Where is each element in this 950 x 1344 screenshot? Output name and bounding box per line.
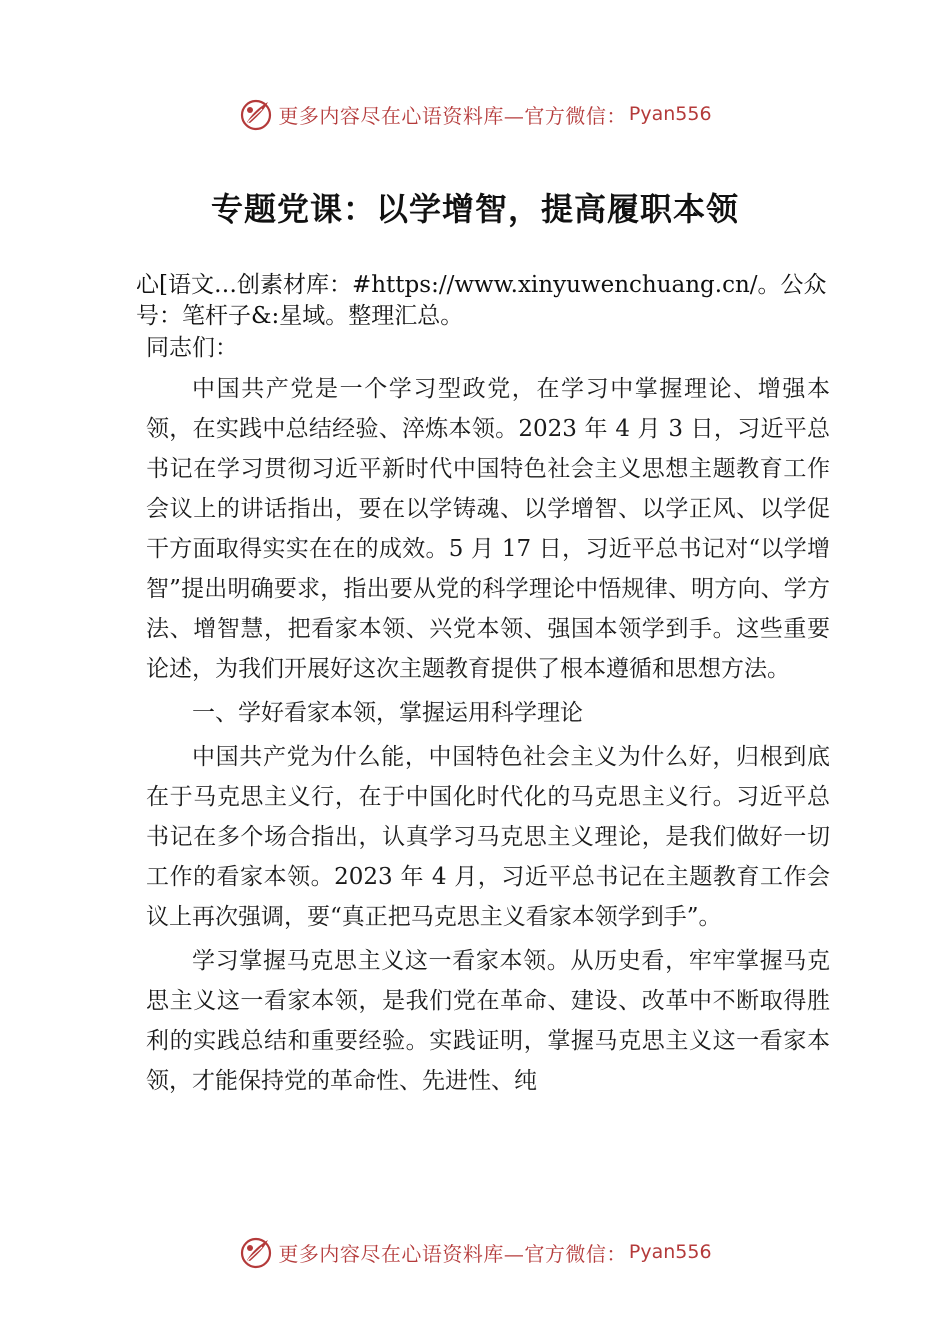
document-body (146, 369, 830, 1105)
greeting: 同志们： (146, 335, 238, 361)
banner-text: 更多内容尽在心语资料库—官方微信： (278, 1241, 627, 1266)
banner-text: 更多内容尽在心语资料库—官方微信： (278, 103, 627, 128)
paragraph: 中国共产党为什么能，中国特色社会主义为什么好，归根到底在于马克思主义行，在于中国化时代化的马克思主义行。习近平总书记在多个场合指出，认真学习马克思主义理论，是我们做好一切工作的看家本领。2023 年 4 月，习近平总书记在主题教育工作会议上再次强调，要“真正把马克思主义看家本领学到手”。 (146, 744, 830, 930)
document-title: 专题党课：以学增智，提高履职本领 (210, 190, 739, 228)
wechat-id: Pyan556 (628, 1241, 712, 1263)
quill-logo-icon (238, 96, 274, 132)
wechat-id: Pyan556 (628, 103, 712, 125)
header-banner (0, 94, 950, 134)
source-note: 心[语文…创素材库：#https://www.xinyuwenchuang.cn/。公众号：笔杆子&:星域。整理汇总。 (136, 272, 827, 329)
section-heading: 一、学好看家本领，掌握运用科学理论 (192, 700, 583, 726)
quill-logo-icon (238, 1234, 274, 1270)
paragraph: 学习掌握马克思主义这一看家本领。从历史看，牢牢掌握马克思主义这一看家本领，是我们党在革命、建设、改革中不断取得胜利的实践总结和重要经验。实践证明，掌握马克思主义这一看家本领，才能保持党的革命性、先进性、纯 (146, 948, 830, 1094)
paragraph: 中国共产党是一个学习型政党，在学习中掌握理论、增强本领，在实践中总结经验、淬炼本领。2023 年 4 月 3 日，习近平总书记在学习贯彻习近平新时代中国特色社会主义思想主题教育工作会议上的讲话指出，要在以学铸魂、以学增智、以学正风、以学促干方面取得实实在在的成效。5 月 17 日，习近平总书记对“以学增智”提出明确要求，指出要从党的科学理论中悟规律、明方向、学方法、增智慧，把看家本领、兴党本领、强国本领学到手。这些重要论述，为我们开展好这次主题教育提供了根本遵循和思想方法。 (146, 376, 830, 682)
footer-banner (0, 1232, 950, 1272)
